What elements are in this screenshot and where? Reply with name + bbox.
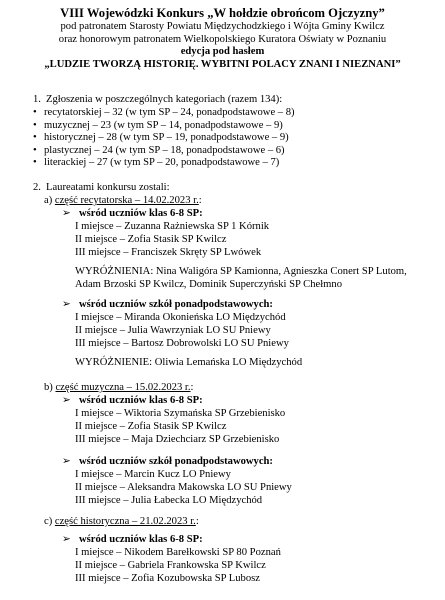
list-item: • plastycznej – 24 (w tym SP – 18, ponadpodstawowe – 6) bbox=[33, 144, 285, 156]
honorable-mentions: WYRÓŻNIENIA: Nina Waligóra SP Kamionna, Agnieszka Conert SP Lutom, Adam Brzoski SP Kwilcz, Dominik Superczyński SP Chełmno bbox=[75, 266, 407, 290]
list-item: • historycznej – 28 (w tym SP – 19, ponadpodstawowe – 9) bbox=[33, 132, 289, 144]
table-row: III miejsce – Zofia Kozubowska SP Lubosz bbox=[75, 573, 260, 584]
table-row: I miejsce – Marcin Kucz LO Pniewy bbox=[75, 469, 231, 480]
bullet-icon: • bbox=[33, 107, 37, 118]
subsection-title: część historyczna – 21.02.2023 r. bbox=[54, 516, 196, 527]
table-row: III miejsce – Maja Dziechciarz SP Grzebienisko bbox=[75, 434, 280, 445]
list-item: • recytatorskiej – 32 (w tym SP – 24, ponadpodstawowe – 8) bbox=[33, 107, 295, 118]
arrow-icon: ➢ bbox=[62, 395, 71, 406]
table-row: II miejsce – Zofia Stasik SP Kwilcz bbox=[75, 234, 227, 245]
table-row: III miejsce – Julia Łabecka LO Międzychód bbox=[75, 495, 263, 506]
table-row: I miejsce – Nikodem Barełkowski SP 80 Poznań bbox=[75, 547, 281, 558]
bullet-icon: • bbox=[33, 132, 37, 144]
table-row: II miejsce – Gabriela Frankowska SP Kwilcz bbox=[75, 560, 266, 571]
honorary-patronage-line: oraz honorowym patronatem Wielkopolskiego Kuratora Oświaty w Poznaniu bbox=[58, 33, 387, 45]
document-title: VIII Wojewódzki Konkurs „W hołdzie obrońcom Ojczyzny” bbox=[60, 6, 385, 20]
arrow-icon: ➢ bbox=[62, 534, 71, 545]
section-heading: Laureatami konkursu zostali: bbox=[46, 182, 170, 193]
table-row: I miejsce – Wiktoria Szymańska SP Grzebienisko bbox=[75, 408, 286, 419]
table-row: II miejsce – Aleksandra Makowska LO SU Pniewy bbox=[75, 482, 292, 493]
table-row: II miejsce – Julia Wawrzyniak LO SU Pniewy bbox=[75, 325, 271, 336]
table-row: III miejsce – Franciszek Skręty SP Lwówek bbox=[75, 247, 262, 258]
edition-label: edycja pod hasłem bbox=[180, 46, 265, 58]
arrow-icon: ➢ bbox=[62, 299, 71, 310]
table-row: I miejsce – Zuzanna Rażniewska SP 1 Kórnik bbox=[75, 221, 270, 232]
bullet-icon: • bbox=[33, 119, 37, 131]
bullet-icon: • bbox=[33, 144, 37, 156]
section-number: 1. bbox=[33, 94, 41, 105]
subsection-history-heading: c) część historyczna – 21.02.2023 r.: bbox=[44, 516, 199, 527]
bullet-icon: • bbox=[33, 157, 37, 169]
table-row: I miejsce – Miranda Okonieńska LO Międzychód bbox=[75, 312, 286, 323]
subsection-recitation-heading: a) część recytatorska – 14.02.2023 r.: bbox=[44, 195, 202, 206]
section-number: 2. bbox=[33, 182, 41, 193]
document-page: VIII Wojewódzki Konkurs „W hołdzie obrońcom Ojczyzny” pod patronatem Starosty Powiatu Międzychodzkiego i Wójta Gminy Kwilcz oraz honorowym patronatem Wielkopolskiego Kuratora Oświaty w Poznaniu edycja pod hasłem „LUDZIE TWORZĄ HISTORIĘ. WYBITNI POLACY ZNANI I NIEZNANI” 1. Zgłoszenia w poszczególnych kategoriach (razem 134): • recytatorskiej – 32 (w tym SP – 24, ponadpodstawowe – 8) • muzycznej – 23 (w tym SP – 14, ponadpodstawowe – 9) • historycznej – 28 (w tym SP – 19, ponadpodstawowe – 9) • plastycznej – 24 (w tym SP – 18, ponadpodstawowe – 6) • literackiej – 27 (w tym SP – 20, ponadpodstawowe – 7) 2. Laureatami konkursu zostali: a) część recytatorska – 14.02.2023 r.: ➢ wśród uczniów klas 6-8 SP: I miejsce – Zuzanna Rażniewska SP 1 Kórnik II miejsce – Zofia Stasik SP Kwilcz III miejsce – Franciszek Skręty SP Lwówek WYRÓŻNIENIA: Nina Waligóra SP Kamionna, Agnieszka Conert SP Lutom, Adam Brzoski SP Kwilcz, Dominik Superczyński SP Chełmno ➢ wśród uczniów szkół ponadpodstawowych: I miejsce – Miranda Okonieńska LO Międzychód II miejsce – Julia Wawrzyniak LO SU Pniewy III miejsce – Bartosz Dobrowolski LO SU Pniewy WYRÓŻNIENIE: Oliwia Lemańska LO Międzychód b) część muzyczna – 15.02.2023 r.: ➢ wśród uczniów klas 6-8 SP: I miejsce – Wiktoria Szymańska SP Grzebienisko II miejsce – Zofia Stasik SP Kwilcz III miejsce – Maja Dziechciarz SP Grzebienisko ➢ wśród uczniów szkół ponadpodstawowych: I miejsce – Marcin Kucz LO Pniewy II miejsce – Aleksandra Makowska LO SU Pniewy III miejsce – Julia Łabecka LO Międzychód c) część historyczna – 21.02.2023 r.: ➢ wśród uczniów klas 6-8 SP: I miejsce – Nikodem Barełkowski SP 80 Poznań II miejsce – Gabriela Frankowska SP Kwilcz III miejsce – Zofia Kozubowska SP Lubosz bbox=[0, 0, 445, 600]
category-list bbox=[0, 107, 445, 170]
table-row: III miejsce – Bartosz Dobrowolski LO SU Pniewy bbox=[75, 338, 289, 349]
subsection-title: część recytatorska – 14.02.2023 r. bbox=[54, 195, 199, 206]
patronage-line: pod patronatem Starosty Powiatu Międzychodzkiego i Wójta Gminy Kwilcz bbox=[60, 21, 385, 32]
table-row: II miejsce – Zofia Stasik SP Kwilcz bbox=[75, 421, 227, 432]
arrow-icon: ➢ bbox=[62, 456, 71, 467]
list-item: • literackiej – 27 (w tym SP – 20, ponadpodstawowe – 7) bbox=[33, 157, 280, 169]
honorable-mention: WYRÓŻNIENIE: Oliwia Lemańska LO Międzychód bbox=[75, 357, 303, 368]
edition-motto: „LUDZIE TWORZĄ HISTORIĘ. WYBITNI POLACY ZNANI I NIEZNANI” bbox=[44, 58, 401, 70]
section-heading: Zgłoszenia w poszczególnych kategoriach (razem 134): bbox=[46, 94, 283, 105]
subsection-title: część muzyczna – 15.02.2023 r. bbox=[55, 382, 191, 393]
list-item: • muzycznej – 23 (w tym SP – 14, ponadpodstawowe – 9) bbox=[33, 119, 283, 131]
document-header bbox=[0, 0, 445, 71]
subsection-music-heading: b) część muzyczna – 15.02.2023 r.: bbox=[44, 382, 194, 393]
arrow-icon: ➢ bbox=[62, 208, 71, 219]
